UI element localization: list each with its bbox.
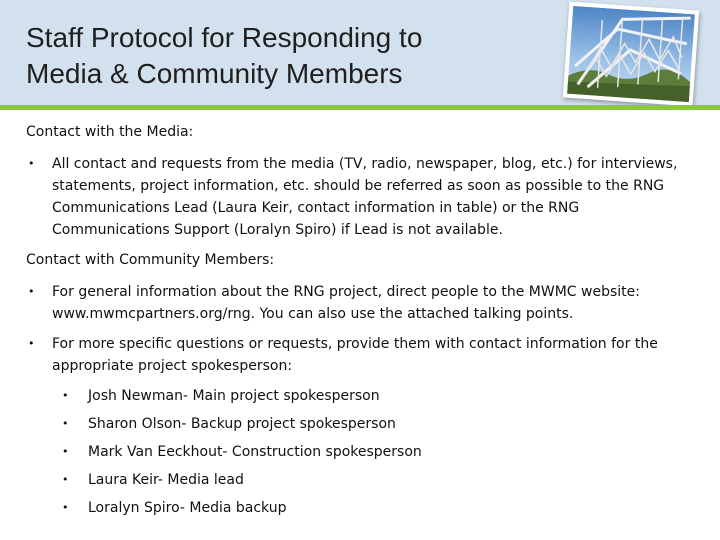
- spokesperson-item: [26, 413, 696, 441]
- community-heading: Contact with Community Members:: [26, 252, 275, 268]
- spokesperson-text: Sharon Olson- Backup project spokesperson: [88, 416, 396, 432]
- spokesperson-text: Josh Newman- Main project spokesperson: [88, 388, 380, 404]
- spokesperson-text: Loralyn Spiro- Media backup: [88, 500, 287, 516]
- bullet-dot: •: [62, 417, 69, 430]
- bullet-dot: •: [62, 473, 69, 486]
- spokesperson-item: [26, 497, 696, 525]
- spokesperson-item: [26, 469, 696, 497]
- spokesperson-text: Laura Keir- Media lead: [88, 472, 244, 488]
- community-bullet-specific-text: For more specific questions or requests, provide them with contact information for the appropriate project spokesperson:: [52, 336, 658, 374]
- community-bullet-general-text: For general information about the RNG project, direct people to the MWMC website: www.mwmcpartners.org/rng. You can also use the attached talking points.: [52, 284, 640, 322]
- media-heading: Contact with the Media:: [26, 124, 194, 140]
- media-bullet: [26, 153, 696, 241]
- spokesperson-text: Mark Van Eeckhout- Construction spokesperson: [88, 444, 422, 460]
- bridge-photo-icon: [563, 2, 699, 107]
- bullet-dot: •: [62, 389, 69, 402]
- slide-body: [26, 121, 696, 525]
- header-accent-bar: [0, 105, 720, 110]
- bullet-dot: •: [28, 157, 35, 170]
- slide-title: [26, 20, 546, 92]
- spokesperson-item: [26, 441, 696, 469]
- community-bullet-specific: [26, 333, 696, 377]
- title-line-2: Media & Community Members: [26, 58, 403, 89]
- bullet-dot: •: [62, 445, 69, 458]
- spokesperson-item: [26, 385, 696, 413]
- title-line-1: Staff Protocol for Responding to: [26, 22, 423, 53]
- slide-header: [0, 0, 720, 105]
- bullet-dot: •: [28, 337, 35, 350]
- media-bullet-text: All contact and requests from the media (TV, radio, newspaper, blog, etc.) for interviews, statements, project information, etc. should be referred as soon as possible to the RNG Communications Lead (Laura Keir, contact information in table) or the RNG Communications Support (Loralyn Spiro) if Lead is not available.: [52, 156, 678, 238]
- bullet-dot: •: [62, 501, 69, 514]
- community-bullet-general: [26, 281, 696, 325]
- bullet-dot: •: [28, 285, 35, 298]
